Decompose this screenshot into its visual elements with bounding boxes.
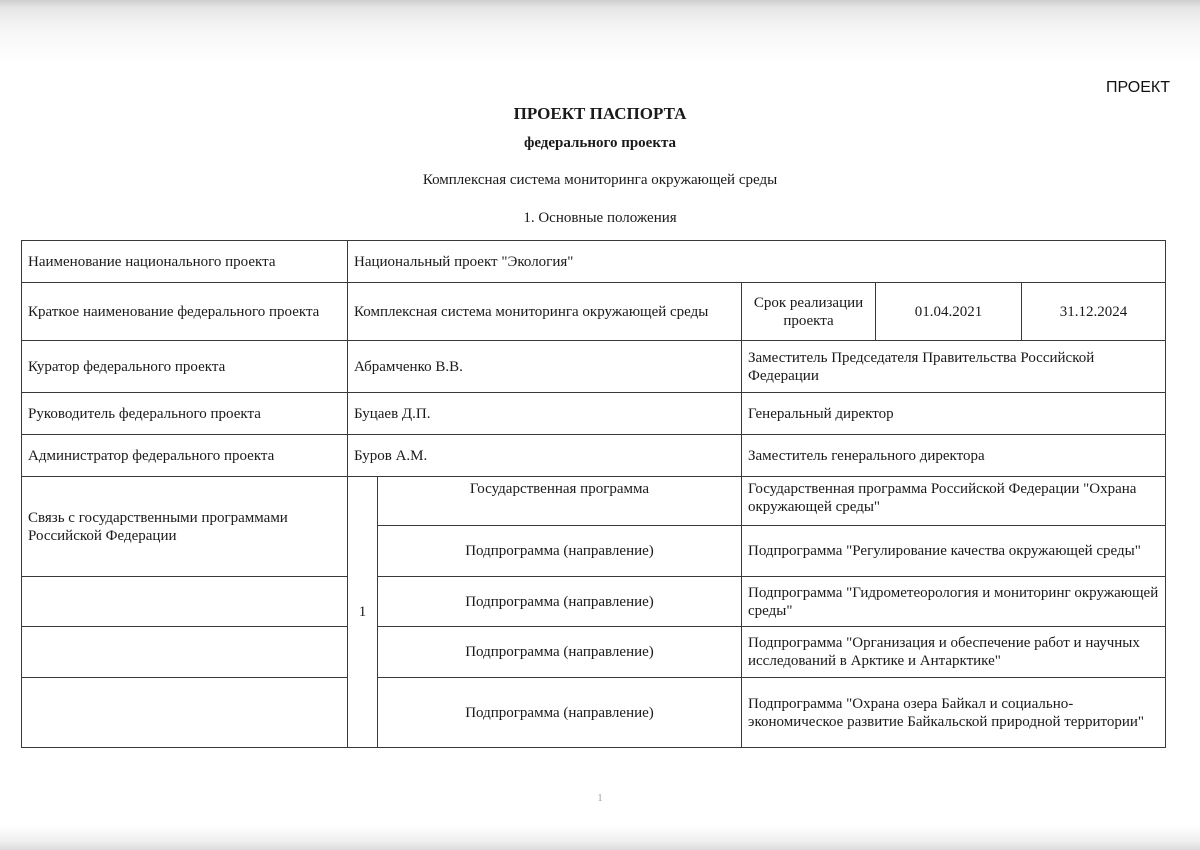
scan-shadow-bottom [0,826,1200,850]
subprogram-type: Подпрограмма (направление) [378,577,742,627]
curator-label: Куратор федерального проекта [22,341,348,393]
subprogram-type: Подпрограмма (направление) [378,678,742,748]
head-position: Генеральный директор [742,393,1166,435]
short-name-label: Краткое наименование федерального проекта [22,283,348,341]
table-row [22,627,1166,678]
head-label: Руководитель федерального проекта [22,393,348,435]
table-row [22,341,1166,393]
state-program-type: Государственная программа [378,477,742,526]
table-row [22,435,1166,477]
curator-name: Абрамченко В.В. [348,341,742,393]
table-row [22,241,1166,283]
short-name-value: Комплексная система мониторинга окружающей среды [348,283,742,341]
empty-cell [22,678,348,748]
table-row [22,283,1166,341]
national-project-label: Наименование национального проекта [22,241,348,283]
scan-shadow-top [0,0,1200,62]
table-row [22,577,1166,627]
table-row [22,678,1166,748]
empty-cell [22,627,348,678]
subprogram-name: Подпрограмма "Организация и обеспечение работ и научных исследований в Арктике и Антарктике" [742,627,1166,678]
period-start: 01.04.2021 [876,283,1022,341]
draft-stamp: ПРОЕКТ [1105,79,1170,96]
subprogram-type: Подпрограмма (направление) [378,526,742,577]
table-row [22,393,1166,435]
document-subtitle: федерального проекта [523,135,677,151]
subprogram-name: Подпрограмма "Охрана озера Байкал и социально-экономическое развитие Байкальской природной территории" [742,678,1166,748]
admin-label: Администратор федерального проекта [22,435,348,477]
state-program-name: Государственная программа Российской Федерации "Охрана окружающей среды" [742,477,1166,526]
section-heading: 1. Основные положения [523,210,677,226]
passport-table [21,240,1166,748]
project-name: Комплексная система мониторинга окружающей среды [422,172,778,188]
subprogram-type: Подпрограмма (направление) [378,627,742,678]
admin-position: Заместитель генерального директора [742,435,1166,477]
curator-position: Заместитель Председателя Правительства Российской Федерации [742,341,1166,393]
page-number: 1 [597,793,603,804]
document-title: ПРОЕКТ ПАСПОРТА [513,104,687,123]
subprogram-name: Подпрограмма "Регулирование качества окружающей среды" [742,526,1166,577]
admin-name: Буров А.М. [348,435,742,477]
head-name: Буцаев Д.П. [348,393,742,435]
period-label: Срок реализации проекта [742,283,876,341]
programs-label: Связь с государственными программами Российской Федерации [22,477,348,577]
national-project-value: Национальный проект "Экология" [348,241,1166,283]
table-row [22,477,1166,526]
empty-cell [22,577,348,627]
period-end: 31.12.2024 [1022,283,1166,341]
subprogram-name: Подпрограмма "Гидрометеорология и мониторинг окружающей среды" [742,577,1166,627]
program-number: 1 [348,477,378,748]
